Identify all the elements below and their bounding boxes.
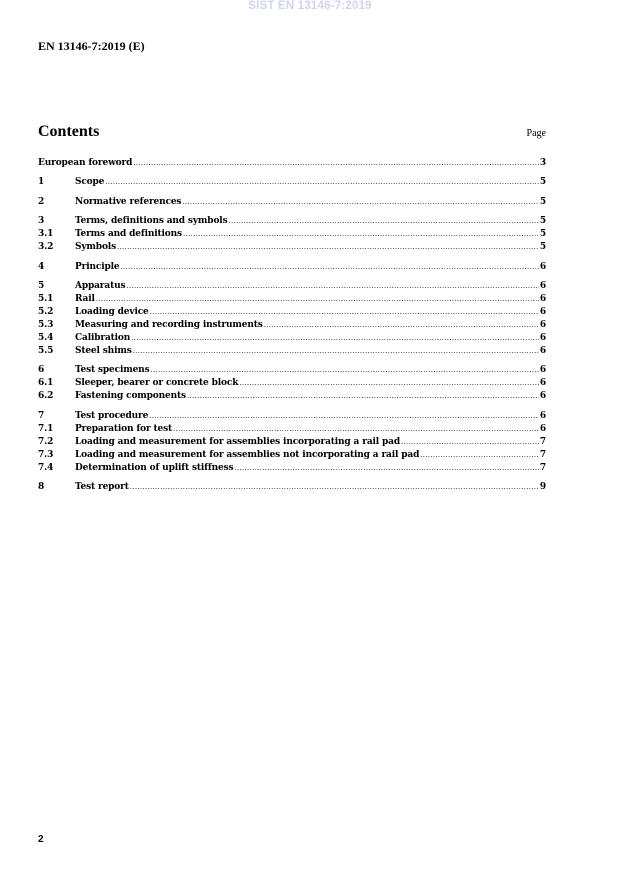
toc-entry-page: 5 [539,242,546,253]
toc-entry-title: Terms, definitions and symbols [75,216,228,227]
toc-entry[interactable] [38,280,546,293]
toc-entry-title: Apparatus [75,280,126,291]
watermark-text: SIST EN 13146-7:2019 [248,0,372,12]
toc-entry-title: Steel shims [75,345,132,356]
toc-entry-page: 6 [539,378,546,389]
page-column-label: Page [526,128,546,139]
toc-entry-page: 6 [539,261,546,272]
toc-leader-dots [105,176,539,189]
toc-leader-dots [131,332,539,345]
toc-leader-dots [229,215,539,228]
toc-entry[interactable] [38,449,546,462]
toc-entry[interactable] [38,261,546,274]
toc-entry-number: 3.2 [38,242,54,253]
toc-entry-number: 6.1 [38,378,54,389]
toc-entry-page: 7 [539,462,546,473]
toc-entry-page: 7 [539,436,546,447]
page-number: 2 [38,834,44,845]
toc-entry-number: 5.5 [38,345,54,356]
toc-entry[interactable] [38,228,546,241]
toc-entry-title: Calibration [75,332,131,343]
toc-entry[interactable] [38,196,546,209]
toc-entry-title: Determination of uplift stiffness [75,462,234,473]
toc-entry-page: 6 [539,391,546,402]
toc-leader-dots [126,280,538,293]
toc-entry-page: 6 [539,332,546,343]
toc-entry-number: 3 [38,216,45,227]
toc-entry-title: Scope [75,177,105,188]
toc-entry[interactable] [38,241,546,254]
toc-entry-number: 5.2 [38,306,54,317]
toc-entry-page: 6 [539,345,546,356]
toc-entry-title: Fastening components [75,391,186,402]
toc-entry-page: 5 [539,177,546,188]
toc-entry-number: 8 [38,482,45,493]
toc-entry-number: 7.1 [38,423,54,434]
toc-entry-page: 6 [539,306,546,317]
toc-entry-number: 3.1 [38,229,54,240]
toc-entry-page: 6 [539,410,546,421]
table-of-contents [38,157,546,494]
toc-entry-number: 7.4 [38,462,54,473]
toc-entry-page: 5 [539,229,546,240]
toc-leader-dots [120,261,538,274]
document-id: EN 13146-7:2019 (E) [38,39,145,53]
contents-heading: Contents [38,123,100,140]
toc-entry[interactable] [38,157,546,170]
toc-entry-number: 7.2 [38,436,54,447]
toc-entry-number: 7.3 [38,449,54,460]
toc-entry-title: Loading and measurement for assemblies not incorporating a rail pad [75,449,420,460]
toc-entry-title: Preparation for test [75,423,173,434]
toc-entry-title: Test report [75,482,129,493]
toc-entry-page: 7 [539,449,546,460]
toc-entry-title: Symbols [75,242,116,253]
toc-entry-page: 6 [539,319,546,330]
toc-entry-page: 5 [539,196,546,207]
toc-entry-number: 7 [38,410,45,421]
toc-leader-dots [187,390,539,403]
toc-entry-number: 5.1 [38,293,54,304]
toc-entry-title: Normative references [75,196,182,207]
toc-entry[interactable] [38,332,546,345]
toc-leader-dots [173,423,539,436]
toc-leader-dots [264,319,539,332]
toc-entry-number: 4 [38,261,45,272]
toc-entry[interactable] [38,481,546,494]
toc-entry-page: 6 [539,423,546,434]
toc-entry[interactable] [38,390,546,403]
toc-leader-dots [150,306,539,319]
toc-entry-page: 6 [539,365,546,376]
toc-leader-dots [183,228,539,241]
toc-leader-dots [234,462,538,475]
toc-entry[interactable] [38,377,546,390]
toc-leader-dots [182,196,539,209]
toc-entry[interactable] [38,215,546,228]
toc-entry-title: Terms and definitions [75,229,182,240]
toc-entry-page: 6 [539,280,546,291]
toc-leader-dots [133,157,539,170]
toc-entry-number: 5 [38,280,45,291]
toc-leader-dots [239,377,539,390]
toc-entry[interactable] [38,293,546,306]
toc-entry-page: 9 [539,482,546,493]
toc-entry-title: Measuring and recording instruments [75,319,263,330]
toc-entry-number: 1 [38,177,45,188]
toc-entry-number: 5.4 [38,332,54,343]
toc-entry-title: Test procedure [75,410,149,421]
toc-entry-title: Test specimens [75,365,150,376]
toc-leader-dots [133,345,539,358]
toc-leader-dots [96,293,539,306]
toc-leader-dots [117,241,539,254]
toc-leader-dots [149,410,539,423]
toc-leader-dots [401,436,539,449]
toc-leader-dots [420,449,539,462]
toc-entry-number: 6 [38,365,45,376]
toc-entry-number: 2 [38,196,45,207]
toc-entry-title: Loading device [75,306,149,317]
toc-entry[interactable] [38,436,546,449]
toc-entry[interactable] [38,345,546,358]
toc-entry-number: 5.3 [38,319,54,330]
toc-entry[interactable] [38,410,546,423]
toc-leader-dots [130,481,539,494]
toc-entry-page: 3 [539,158,546,168]
toc-entry-number: 6.2 [38,391,54,402]
toc-entry[interactable] [38,319,546,332]
toc-entry-title: Sleeper, bearer or concrete block [75,378,239,389]
toc-entry[interactable] [38,176,546,189]
toc-entry-title: Loading and measurement for assemblies incorporating a rail pad [75,436,400,447]
toc-entry[interactable] [38,462,546,475]
toc-entry[interactable] [38,306,546,319]
toc-entry-page: 5 [539,216,546,227]
toc-entry-title: Principle [75,261,120,272]
toc-entry[interactable] [38,364,546,377]
toc-entry-title: Rail [75,293,95,304]
toc-entry-title: European foreword [38,158,133,168]
toc-entry[interactable] [38,423,546,436]
toc-leader-dots [151,364,539,377]
toc-entry-page: 6 [539,293,546,304]
